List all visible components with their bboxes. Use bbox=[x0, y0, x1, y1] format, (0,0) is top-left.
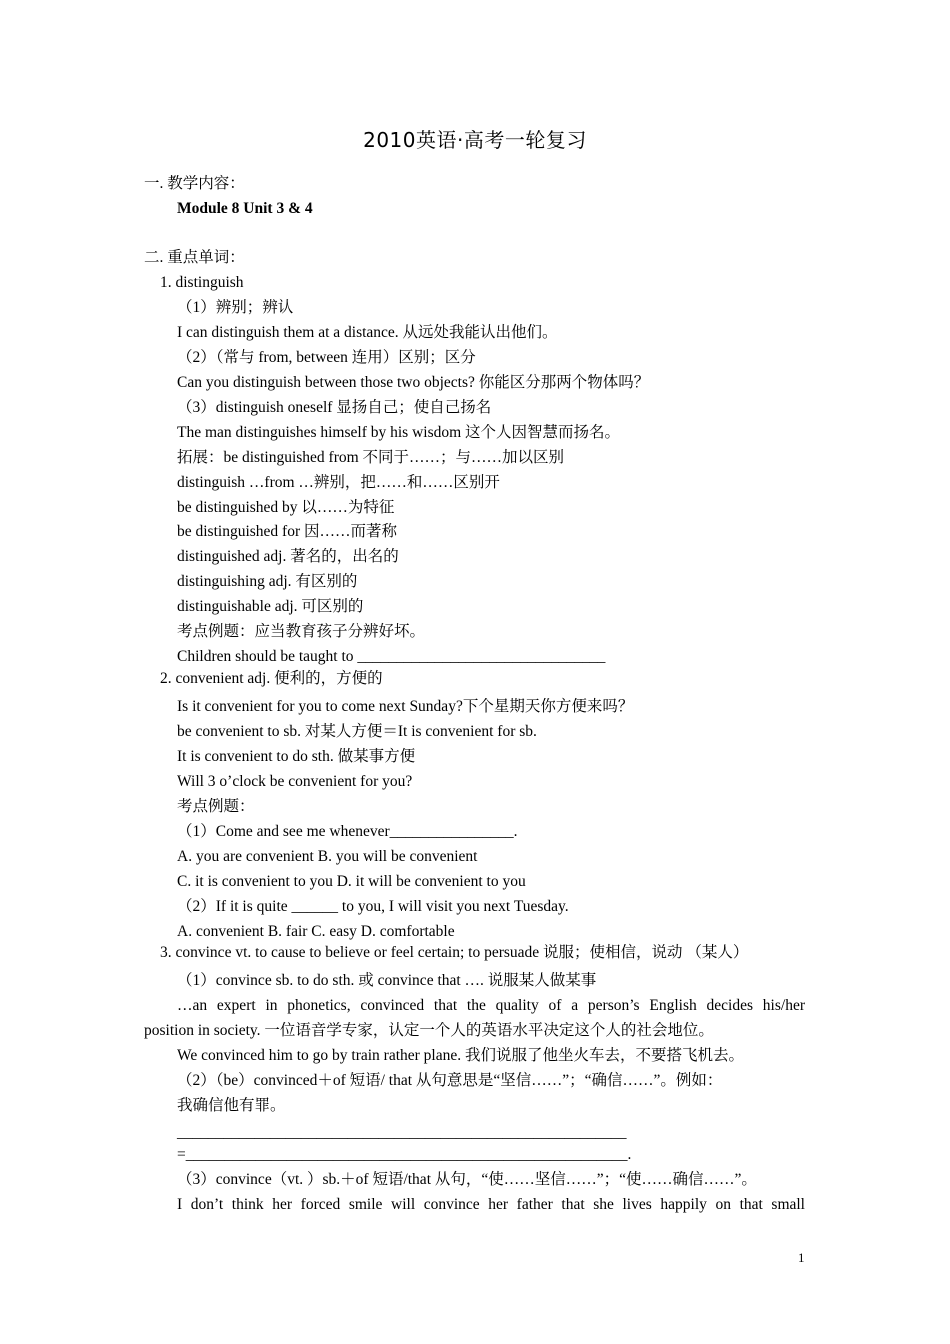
text-line: It is convenient to do sth. 做某事方便 bbox=[177, 748, 416, 765]
text-line: 考点例题： bbox=[177, 798, 255, 815]
exercise-options: A. convenient B. fair C. easy D. comfortable bbox=[177, 923, 455, 940]
text-line: be convenient to sb. 对某人方便＝It is convenient for sb. bbox=[177, 723, 537, 740]
text-line: Will 3 o’clock be convenient for you? bbox=[177, 773, 413, 790]
text-line: （2）（常与 from, between 连用）区别；区分 bbox=[177, 349, 476, 366]
text-line: distinguishable adj. 可区别的 bbox=[177, 598, 364, 615]
page-number: 1 bbox=[798, 1250, 805, 1265]
text-line: Is it convenient for you to come next Sunday?下个星期天你方便来吗？ bbox=[177, 698, 634, 715]
text-line: （1）convince sb. to do sth. 或 convince that …. 说服某人做某事 bbox=[177, 972, 597, 989]
exercise-blank-line: __________________________________________________________ bbox=[177, 1124, 627, 1141]
exercise-blank-line: Children should be taught to ________________________________ bbox=[177, 648, 606, 665]
text-line: I can distinguish them at a distance. 从远处我能认出他们。 bbox=[177, 324, 558, 341]
exercise-options: C. it is convenient to you D. it will be convenient to you bbox=[177, 873, 526, 890]
exercise-question: （1）Come and see me whenever________________. bbox=[177, 823, 518, 840]
word-heading: 1. distinguish bbox=[160, 274, 244, 291]
text-line: （3）convince（vt. ）sb.＋of 短语/that 从句，“使……坚信……”；“使……确信……”。 bbox=[177, 1171, 757, 1188]
text-line: （1）辨别；辨认 bbox=[177, 299, 294, 316]
text-line: be distinguished for 因……而著称 bbox=[177, 523, 397, 540]
text-line: 拓展：be distinguished from 不同于……；与……加以区别 bbox=[177, 449, 565, 466]
text-line: 考点例题：应当教育孩子分辨好坏。 bbox=[177, 623, 426, 640]
section-heading: 一. 教学内容： bbox=[144, 175, 245, 192]
text-line: Can you distinguish between those two objects? 你能区分那两个物体吗？ bbox=[177, 374, 650, 391]
exercise-blank-line: =_________________________________________________________. bbox=[177, 1146, 632, 1163]
text-line: …an expert in phonetics, convinced that the quality of a person’s English decides his/her bbox=[177, 997, 805, 1014]
document-title: 2010英语·高考一轮复习 bbox=[363, 128, 587, 152]
text-line: （2）（be）convinced＋of 短语/ that 从句意思是“坚信……”；“确信……”。例如： bbox=[177, 1072, 723, 1089]
text-line: distinguished adj. 著名的，出名的 bbox=[177, 548, 399, 565]
word-heading: 2. convenient adj. 便利的，方便的 bbox=[160, 670, 383, 687]
text-line: I don’t think her forced smile will convince her father that she lives happily on that small bbox=[177, 1196, 805, 1213]
text-line: be distinguished by 以……为特征 bbox=[177, 499, 395, 516]
text-line: position in society. 一位语音学专家，认定一个人的英语水平决定这个人的社会地位。 bbox=[144, 1022, 714, 1039]
text-line: We convinced him to go by train rather plane. 我们说服了他坐火车去，不要搭飞机去。 bbox=[177, 1047, 744, 1064]
word-heading: 3. convince vt. to cause to believe or feel certain; to persuade 说服；使相信，说动 （某人） bbox=[160, 944, 749, 961]
text-line: 我确信他有罪。 bbox=[177, 1097, 286, 1114]
exercise-question: （2）If it is quite ______ to you, I will visit you next Tuesday. bbox=[177, 898, 569, 915]
text-line: （3）distinguish oneself 显扬自己；使自己扬名 bbox=[177, 399, 492, 416]
module-label: Module 8 Unit 3 & 4 bbox=[177, 200, 313, 217]
text-line: distinguishing adj. 有区别的 bbox=[177, 573, 358, 590]
text-line: The man distinguishes himself by his wisdom 这个人因智慧而扬名。 bbox=[177, 424, 621, 441]
section-heading: 二. 重点单词： bbox=[144, 249, 245, 266]
text-line: distinguish …from …辨别，把……和……区别开 bbox=[177, 474, 500, 491]
exercise-options: A. you are convenient B. you will be convenient bbox=[177, 848, 478, 865]
